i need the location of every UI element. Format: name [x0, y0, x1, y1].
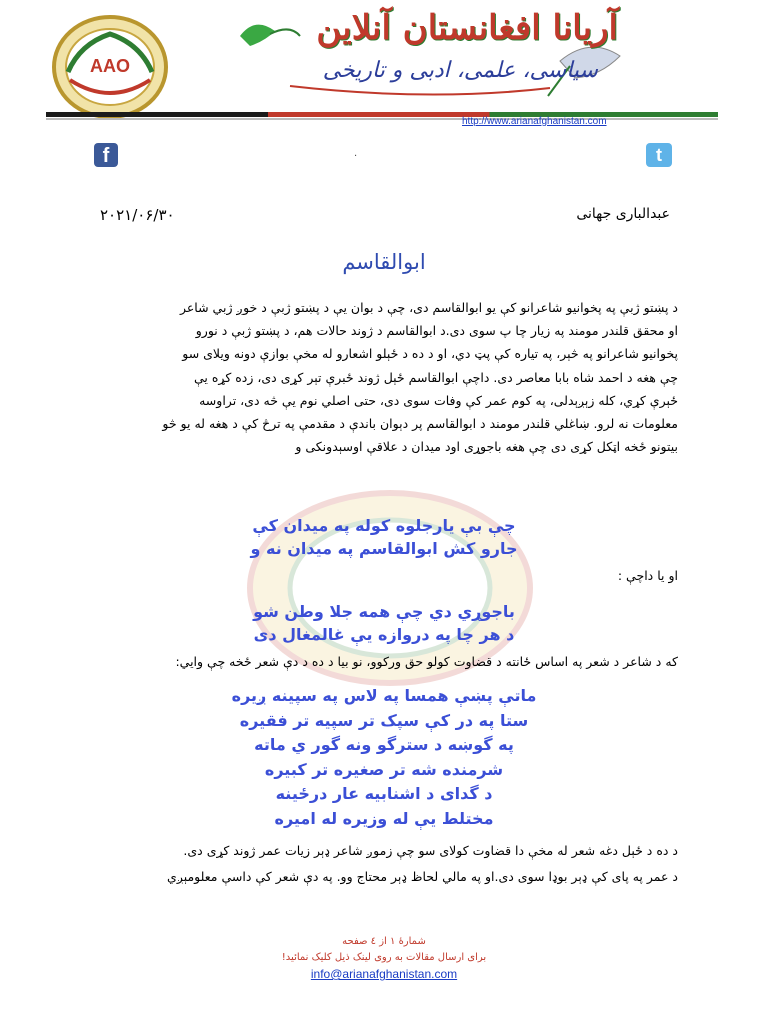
article-author: عبدالباری جهانی: [576, 206, 670, 222]
paragraph-line: بیتونو ځخه اټکل کړی دی چې هغه باجوړی اود میدان د علاقې اوسېدونکی و: [295, 439, 678, 455]
verse-line: ماتې پښې همسا په لاس په سپینه ږیره: [231, 686, 537, 705]
facebook-icon[interactable]: f: [94, 143, 118, 167]
paragraph-line: د عمر په پای کې ډېر بوډا سوی دی.او په مالي لحاظ ډېر محتاج وو. په دې شعر کې داسې معلومېږي: [167, 869, 678, 884]
poem: [0, 684, 768, 831]
intro-line: که د شاعر د شعر په اساس ځانته د قضاوت کولو حق ورکوو، نو بیا د ده د دې شعر ځخه چې وایي:: [175, 654, 678, 669]
couplet: [0, 514, 768, 560]
page-number: شمارهٔ ۱ از ٤ صفحه: [342, 936, 426, 947]
article-title: ابوالقاسم: [342, 250, 426, 274]
banner-subtitle: سیاسی، علمی، ادبی و تاریخی: [322, 58, 598, 83]
header-divider-shadow: [46, 118, 718, 120]
verse-line: باجوړي دي چې همه جلا وطن شو: [253, 602, 515, 621]
paragraph-line: ځېرې کړي، کله زېږېدلی، په کوم عمر کې وفات سوی دی، حتی اصلي نوم یې څه دی، تراوسه: [199, 392, 678, 408]
paragraph-line: د ده د ځېل دغه شعر له مخې دا قضاوت کولای سو چې زموږ شاعر ډېر زیات عمر ژوند کړی دی.: [183, 843, 678, 858]
email-link[interactable]: info@arianafghanistan.com: [310, 967, 458, 981]
paragraph-line: معلومات نه لرو. ښاغلي قلندر مومند د ابوالقاسم پر دېوان باندې د مقدمې په ترڅ کې د هغه له یو څو: [162, 416, 678, 432]
banner-title: آریانا افغانستان آنلاین: [316, 8, 618, 48]
twitter-icon[interactable]: t: [646, 143, 672, 167]
footer-cta: برای ارسال مقالات به روی لینک ذیل کلیک نمائید!: [281, 952, 487, 963]
paragraph-line: او محقق قلندر مومند په زیار چا پ سوی دی.د ابوالقاسم د ژوند حالات هم، د پښتو ژبې د نورو: [195, 323, 678, 339]
article-date: ۲۰۲۱/۰۶/۳۰: [100, 206, 175, 224]
site-url-link[interactable]: http://www.arianafghanistan.com: [462, 116, 607, 127]
paragraph-line: د پښتو ژبې په پخوانیو شاعرانو کې یو ابوالقاسم دی، چې د بوان یې د پښتو ژبې د خوږ ژبي شاعر: [179, 300, 678, 315]
verse-line: ستا په در کې سپک تر سپیه تر فقیره: [239, 710, 529, 730]
center-dot: .: [354, 148, 358, 159]
verse-line: د گدای د اشنابیه عار درځینه: [275, 784, 493, 803]
verse-line: چې بې یارجلوه کوله په میدان کې: [252, 516, 516, 535]
article-paragraph: [78, 296, 678, 458]
verse-line: شرمنده شه تر صغیره تر کبیره: [264, 759, 504, 779]
verse-line: جارو کش ابوالقاسم په میدان نه و: [250, 539, 518, 558]
intro-line: او یا داچې :: [617, 568, 678, 583]
verse-line: د هر چا په دروازه یې غالمغال دی: [253, 625, 515, 644]
site-logo-seal: [50, 14, 170, 120]
verse-line: مختلط یې له وزیره له امیره: [274, 808, 494, 828]
paragraph-line: چې هغه د احمد شاه بابا معاصر دی. داچې ابوالقاسم ځېل ژوند ځبرې تېر کړی دی، زده کړه یې: [194, 369, 678, 385]
couplet: [0, 600, 768, 646]
svg-text:AAO: AAO: [90, 56, 130, 76]
paragraph-line: پخوانیو شاعرانو په څېر، په تیاره کې پټ دي، او د ده د ځېلو اشعارو له مخې بوازې دونه ویلای سو: [182, 346, 678, 362]
verse-line: په گوښه د سترگو ونه گور ي ماته: [254, 735, 514, 754]
article-paragraph: [78, 838, 678, 890]
header-divider: [46, 112, 718, 117]
